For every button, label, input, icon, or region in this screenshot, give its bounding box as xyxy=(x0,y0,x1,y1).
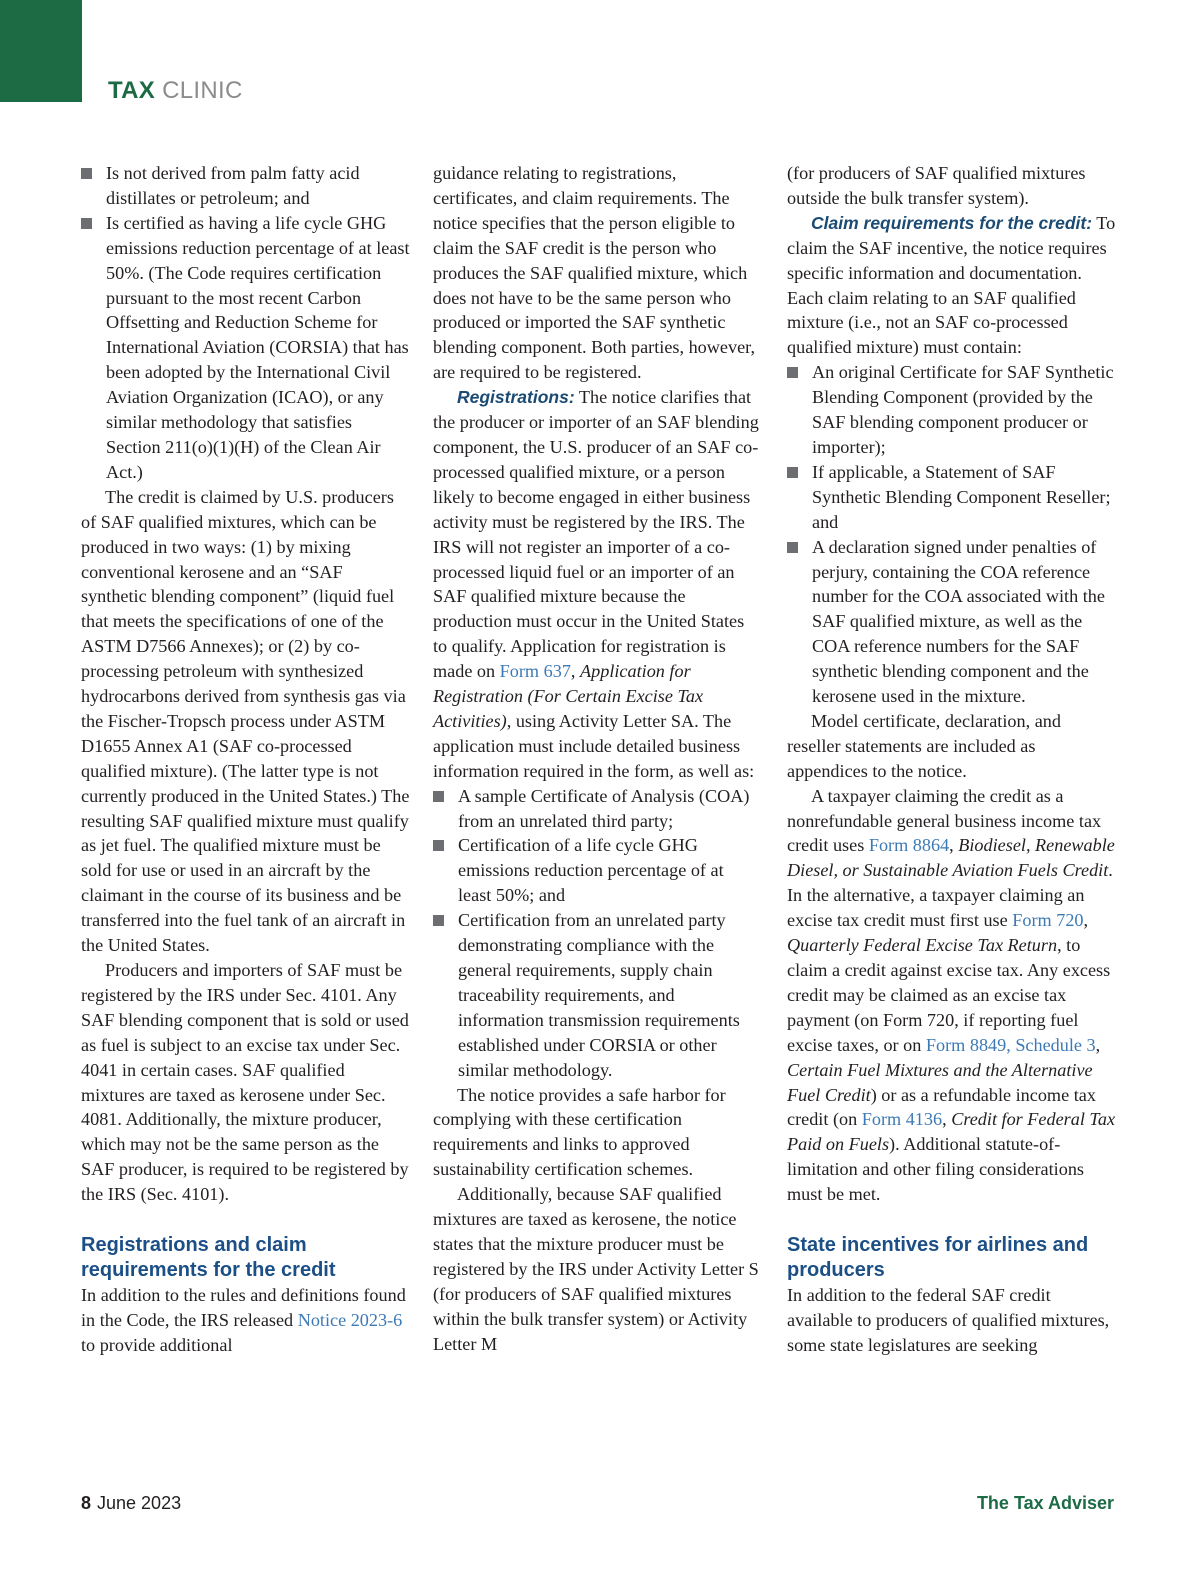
section-label xyxy=(108,74,243,108)
paragraph: The notice provides a safe harbor for complying with these certification requirements and links to approved sustainability certification schemes. xyxy=(433,1084,726,1180)
list-item-text: Certification of a life cycle GHG emissions reduction percentage of at least 50%; and xyxy=(458,835,724,906)
paragraph xyxy=(787,211,1117,360)
text-span: . In the alternative, a taxpayer claiming an excise tax credit must first use xyxy=(787,860,1113,931)
list-item xyxy=(787,460,1117,535)
list-item-text: Is not derived from palm fatty acid distillates or petroleum; and xyxy=(106,163,360,208)
form-4136-link[interactable]: Form 4136 xyxy=(861,1109,943,1130)
bullet-square-icon xyxy=(787,467,798,478)
paragraph xyxy=(81,1283,411,1358)
paragraph: The credit is claimed by U.S. producers of SAF qualified mixtures, which can be produced in two ways: (1) by mixing conventional kerosene and an “SAF synthetic blending component” (liquid fuel that meets the specifications of one of the ASTM D7566 Annexes); or (2) by co-processing petroleum with synthesized hydrocarbons derived from synthesis gas via the Fischer-Tropsch process under ASTM D1655 Annex A1 (SAF co-processed qualified mixture). (The latter type is not currently produced in the United States.) The resulting SAF qualified mixture must qualify as jet fuel. The qualified mixture must be sold for use or used in an aircraft by the claimant in the course of its business and be transferred into the fuel tank of an aircraft in the United States. xyxy=(81,486,410,956)
text-span: , xyxy=(1083,910,1089,931)
text-span: to provide additional xyxy=(81,1334,233,1355)
text-span: In addition to the rules and definitions found in the Code, the IRS released xyxy=(81,1285,406,1330)
paragraph: Producers and importers of SAF must be registered by the IRS under Sec. 4101. Any SAF blending component that is sold or used as fuel is subject to an excise tax under Sec. 4041 in certain cases. SAF qualified mixtures are taxed as kerosene under Sec. 4081. Additionally, the mixture producer, which may not be the same person as the SAF producer, is required to be registered by the IRS (Sec. 4101). xyxy=(81,960,409,1205)
column-1 xyxy=(81,161,411,1358)
list-item xyxy=(81,161,411,211)
form-title: Quarterly Federal Excise Tax Return xyxy=(787,935,1058,956)
paragraph: Additionally, because SAF qualified mixtures are taxed as kerosene, the notice states that the mixture producer must be registered by the IRS under Activity Letter S (for producers of SAF qualified mixtures within the bulk transfer system) or Activity Letter M xyxy=(433,1184,759,1354)
text-span: , xyxy=(570,661,581,682)
issue-date: June 2023 xyxy=(97,1493,182,1513)
publication-name: The Tax Adviser xyxy=(976,1493,1114,1513)
paragraph: guidance relating to registrations, certificates, and claim requirements. The notice specifies that the person eligible to claim the SAF credit is the person who produces the SAF qualified mixture, which does not have to be the same person who produced or imported the SAF synthetic blending component. Both parties, however, are required to be registered. xyxy=(433,163,756,383)
text-span: , xyxy=(949,835,959,856)
list-item-text: A sample Certificate of Analysis (COA) from an unrelated third party; xyxy=(458,785,750,831)
text-span: , xyxy=(942,1109,952,1130)
bullet-square-icon xyxy=(787,542,798,553)
form-title: Biodiesel, Renewable Diesel, or Sustainable Aviation Fuels Credit xyxy=(787,835,1115,881)
paragraph xyxy=(787,784,1117,1207)
list-item xyxy=(433,784,761,834)
list-item xyxy=(433,908,761,1082)
column-3 xyxy=(787,161,1117,1358)
form-title: Certain Fuel Mixtures and the Alternative Fuel Credit xyxy=(787,1059,1093,1105)
run-in-heading: Registrations: xyxy=(457,387,575,408)
list-item xyxy=(81,211,411,485)
text-span: ). Additional statute-of-limitation and other filing considerations must be met. xyxy=(787,1134,1085,1205)
list-item xyxy=(433,833,761,908)
bullet-square-icon xyxy=(787,367,798,378)
paragraph xyxy=(433,385,761,784)
section-heading: Registrations and claim requirements for the credit xyxy=(81,1234,336,1282)
list-item-text: An original Certificate for SAF Synthetic Blending Component (provided by the SAF blending component producer or importer); xyxy=(812,362,1114,457)
bullet-square-icon xyxy=(433,840,444,851)
page-folio xyxy=(81,1493,181,1514)
bullet-square-icon xyxy=(433,791,444,802)
section-label-rest: CLINIC xyxy=(155,77,243,104)
bullet-square-icon xyxy=(433,915,444,926)
text-span: A taxpayer claiming the credit as a nonrefundable general business income tax credit uses xyxy=(787,785,1102,856)
list-item-text: Certification from an unrelated party demonstrating compliance with the general requirements, supply chain traceability requirements, and information transmission requirements established under CORSIA or other similar methodology. xyxy=(458,910,740,1080)
list-item-text: If applicable, a Statement of SAF Synthetic Blending Component Reseller; and xyxy=(812,461,1111,532)
list-item xyxy=(787,360,1117,460)
paragraph: Model certificate, declaration, and reseller statements are included as appendices to the notice. xyxy=(787,710,1061,781)
paragraph: In addition to the federal SAF credit available to producers of qualified mixtures, some state legislatures are seeking xyxy=(787,1285,1110,1355)
form-8864-link[interactable]: Form 8864 xyxy=(868,835,950,856)
form-637-link[interactable]: Form 637 xyxy=(499,661,571,682)
bullet-square-icon xyxy=(81,218,92,229)
text-span: ) or as a refundable income tax credit (on xyxy=(787,1084,1096,1130)
form-720-link[interactable]: Form 720 xyxy=(1012,910,1084,931)
text-span: , xyxy=(1095,1034,1101,1055)
section-heading: State incentives for airlines and producers xyxy=(787,1234,1089,1282)
list-item xyxy=(787,535,1117,709)
form-8849-link[interactable]: Form 8849, Schedule 3 xyxy=(925,1034,1096,1055)
list-item-text: A declaration signed under penalties of perjury, containing the COA reference number for the COA associated with the SAF qualified mixture, as well as the COA reference numbers for the SAF synthetic blending component and the kerosene used in the mixture. xyxy=(812,536,1105,707)
run-in-heading: Claim requirements for the credit: xyxy=(811,212,1093,233)
form-title: Application for Registration (For Certain Excise Tax Activities) xyxy=(433,661,704,731)
form-title: Credit for Federal Tax Paid on Fuels xyxy=(787,1109,1116,1155)
section-label-bold: TAX xyxy=(108,77,156,104)
notice-link[interactable]: Notice 2023-6 xyxy=(297,1309,403,1330)
header-color-tab xyxy=(0,0,82,102)
paragraph: (for producers of SAF qualified mixtures outside the bulk transfer system). xyxy=(787,163,1086,208)
text-span: To claim the SAF incentive, the notice requires specific information and documentation. Each claim relating to an SAF qualified mixture (i.e., not an SAF co-processed qualified mixture) must contain: xyxy=(787,212,1116,358)
text-span: The notice clarifies that the producer or importer of an SAF blending component, the U.S. producer of an SAF co-processed qualified mixture, or a person likely to become engaged in either business activity must be registered by the IRS. The IRS will not register an importer of a co-processed liquid fuel or an importer of an SAF qualified mixture because the production must occur in the United States to qualify. Application for registration is made on xyxy=(433,387,759,682)
list-item-text: Is certified as having a life cycle GHG emissions reduction percentage of at least 50%. (The Code requires certification pursuant to the most recent Carbon Offsetting and Reduction Scheme for International Aviation (CORSIA) that has been adopted by the International Civil Aviation Organization (ICAO), or any similar methodology that satisfies Section 211(o)(1)(H) of the Clean Air Act.) xyxy=(106,212,410,482)
page-number: 8 xyxy=(81,1493,92,1513)
column-2 xyxy=(433,161,761,1357)
bullet-square-icon xyxy=(81,168,92,179)
text-span: , to claim a credit against excise tax. Any excess credit may be claimed as an excise tax payment (on Form 720, if reporting fuel excise taxes, or on xyxy=(787,935,1111,1055)
text-span: , using Activity Letter SA. The application must include detailed business information required in the form, as well as: xyxy=(433,710,755,781)
